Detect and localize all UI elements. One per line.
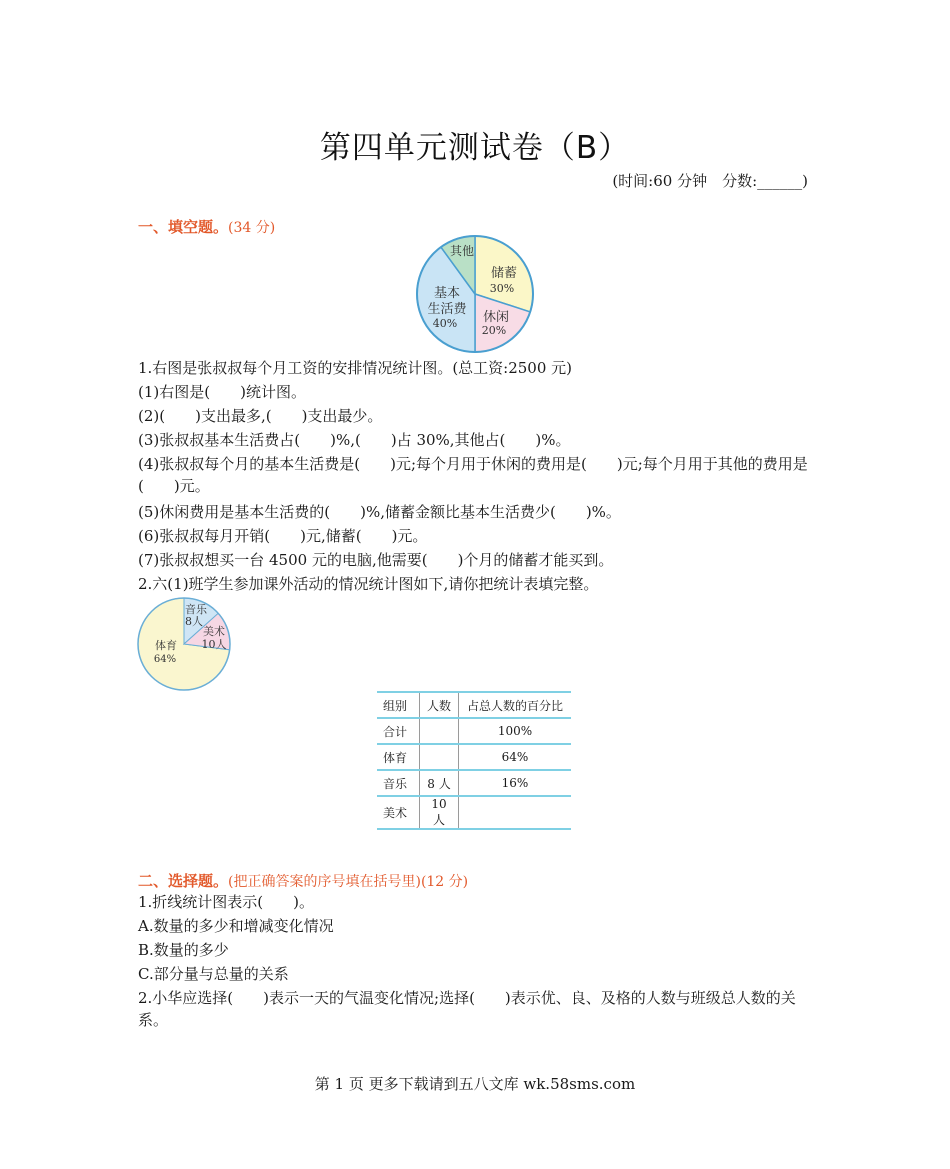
table-row	[377, 718, 571, 744]
section2-heading-text: 二、选择题。	[138, 872, 229, 890]
time-score-line: (时间:60 分钟 分数:______)	[612, 172, 808, 190]
section2-heading-note: (把正确答案的序号填在括号里)(12 分)	[228, 874, 469, 890]
section1-heading-text: 一、填空题。	[138, 218, 229, 236]
mc-q1-option-a: A.数量的多少和增减变化情况	[138, 917, 334, 935]
table-header-row	[377, 692, 571, 718]
pie1-label-leisure: 休闲	[482, 310, 510, 325]
table-cell: 合计	[377, 718, 420, 744]
q2-intro: 2.六(1)班学生参加课外活动的情况统计图如下,请你把统计表填完整。	[138, 575, 599, 593]
page-title: 第四单元测试卷（B）	[319, 130, 631, 166]
q1-part5: (5)休闲费用是基本生活费的( )%,储蓄金额比基本生活费少( )%。	[138, 503, 621, 521]
salary-pie-chart	[412, 232, 538, 356]
q1-part2: (2)( )支出最多,( )支出最少。	[138, 407, 383, 425]
table-cell: 16%	[459, 770, 572, 796]
mc-q1-option-c: C.部分量与总量的关系	[138, 965, 289, 983]
table-cell	[459, 796, 572, 829]
mc-q2: 2.小华应选择( )表示一天的气温变化情况;选择( )表示优、良、及格的人数与班级总人数的关系。	[138, 989, 796, 1029]
pie2-label-sports-pct: 64%	[153, 654, 177, 665]
table-header-cell: 人数	[420, 692, 459, 718]
table-header-cell: 组别	[377, 692, 420, 718]
section1-heading-note: (34 分)	[228, 220, 276, 236]
table-cell: 体育	[377, 744, 420, 770]
pie2-label-art: 美术	[203, 625, 225, 638]
pie1-label-savings-pct: 30%	[489, 282, 515, 295]
pie1-label-savings: 储蓄	[490, 266, 518, 281]
page-footer: 第 1 页 更多下载请到五八文库 wk.58sms.com	[314, 1075, 636, 1093]
pie2-label-art-count: 10人	[201, 638, 227, 651]
q1-part3: (3)张叔叔基本生活费占( )%,( )占 30%,其他占( )%。	[138, 431, 571, 449]
q1-part4: (4)张叔叔每个月的基本生活费是( )元;每个月用于休闲的费用是( )元;每个月用于其他的费用是( )元。	[138, 455, 808, 495]
q1-intro: 1.右图是张叔叔每个月工资的安排情况统计图。(总工资:2500 元)	[138, 359, 573, 377]
section1-heading	[138, 216, 275, 237]
pie1-label-leisure-pct: 20%	[481, 324, 507, 337]
stats-table	[377, 691, 571, 830]
table-cell: 100%	[459, 718, 572, 744]
table-cell	[420, 718, 459, 744]
pie1-label-basic-2: 生活费	[427, 302, 467, 317]
table-cell: 64%	[459, 744, 572, 770]
table-cell: 美术	[377, 796, 420, 829]
mc-q1: 1.折线统计图表示( )。	[138, 893, 315, 911]
pie1-label-other: 其他	[449, 244, 475, 258]
table-cell: 10 人	[420, 796, 459, 829]
pie2-label-sports: 体育	[155, 639, 177, 652]
section2-heading	[138, 870, 468, 891]
table-row	[377, 796, 571, 829]
pie2-label-music: 音乐	[185, 603, 207, 616]
table-cell: 音乐	[377, 770, 420, 796]
table-header-cell: 占总人数的百分比	[459, 692, 572, 718]
table-cell	[420, 744, 459, 770]
table-row	[377, 770, 571, 796]
q1-part6: (6)张叔叔每月开销( )元,储蓄( )元。	[138, 527, 428, 545]
pie1-label-basic: 基本	[433, 286, 461, 301]
q1-part7: (7)张叔叔想买一台 4500 元的电脑,他需要( )个月的储蓄才能买到。	[138, 551, 614, 569]
table-cell: 8 人	[420, 770, 459, 796]
table-row	[377, 744, 571, 770]
pie1-label-basic-pct: 40%	[432, 317, 458, 330]
pie2-label-music-count: 8人	[185, 615, 203, 628]
mc-q1-option-b: B.数量的多少	[138, 941, 229, 959]
q1-part1: (1)右图是( )统计图。	[138, 383, 306, 401]
activity-pie-chart	[134, 594, 234, 694]
